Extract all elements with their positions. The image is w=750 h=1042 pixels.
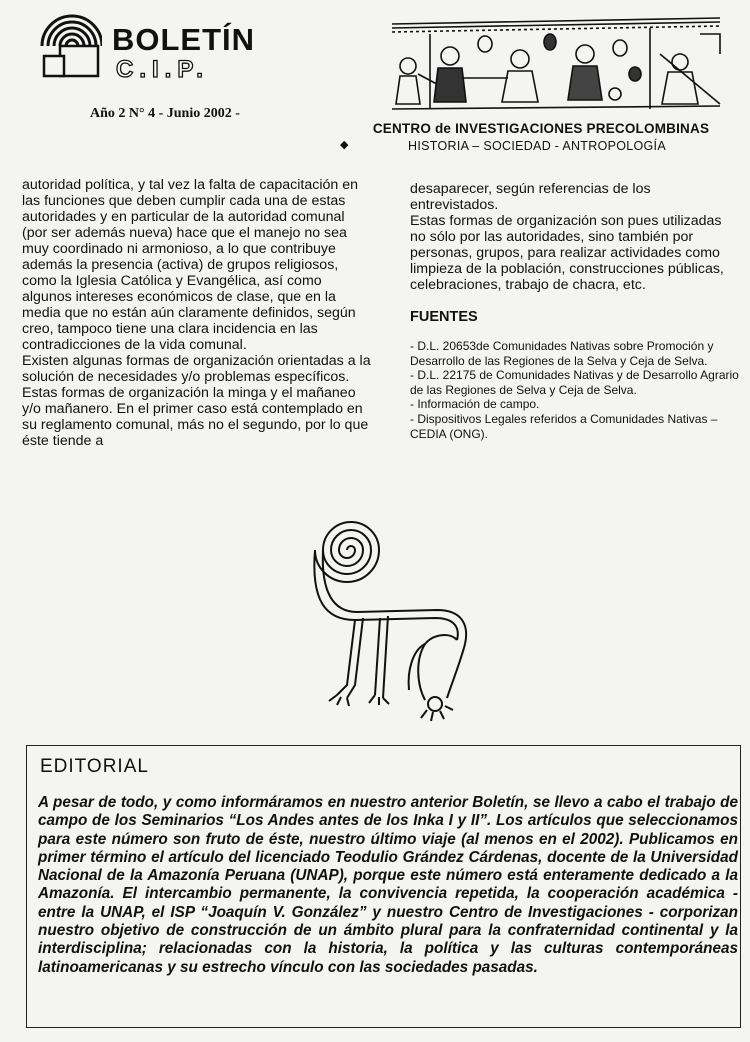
- paragraph: Estas formas de organización son pues utilizadas no sólo por las autoridades, sino también por personas, grupos, para realizar actividades como limpieza de la población, construcciones públicas, celebraciones, trabajo de chacra, etc.: [410, 213, 724, 293]
- center-name: CENTRO de INVESTIGACIONES PRECOLOMBINAS: [372, 121, 710, 136]
- right-column: [410, 181, 740, 441]
- spiral-logo-icon: [30, 12, 102, 78]
- source-item: - Información de campo.: [410, 397, 540, 412]
- sources-heading: FUENTES: [410, 309, 478, 325]
- issue-info: Año 2 N° 4 - Junio 2002 -: [90, 106, 240, 121]
- center-subtitle: HISTORIA – SOCIEDAD - ANTROPOLOGÍA: [408, 139, 666, 153]
- paragraph: autoridad política, y tal vez la falta de capacitación en las funciones que deben cumplir cada una de estas autoridades y en particular de la autoridad comunal (por ser además nueva) hace que el manejo no sea muy coordinado ni armonioso, a lo que contribuye además la presencia (activa) de grupos religiosos, como la Iglesia Católica y Evangélica, así como algunos intereses económicos de clase, que en la media que no están aún claramente definidos, según creo, tampoco tiene una clara incidencia en las contradicciones de la vida comunal.: [22, 177, 358, 353]
- left-column: [22, 177, 372, 449]
- bulletin-title: BOLETÍN: [112, 22, 256, 57]
- source-item: - Dispositivos Legales referidos a Comunidades Nativas – CEDIA (ONG).: [410, 411, 718, 441]
- source-item: - D.L. 22175 de Comunidades Nativas y de Desarrollo Agrario de las Regiones de Selva y Ceja de Selva.: [410, 368, 739, 397]
- bulletin-subtitle: C.I.P.: [116, 56, 209, 83]
- editorial-text: A pesar de todo, y como informáramos en nuestro anterior Boletín, se llevo a cabo el trabajo de campo de los Seminarios “Los Andes antes de los Inka I y II”. Los artículos que seleccionamos para este número son fruto de éste, nuestro último viaje (al menos en el 2002). Publicamos en primer término el artículo del licenciado Teodulio Grández Cárdenas, docente de la Universidad Nacional de la Amazonía Peruana (UNAP), porque este número está enteramente dedicado a la Amazonía. El intercambio permanente, la convivencia repetida, la cooperación académica - entre la UNAP, el ISP “Joaquín V. González” y nuestro Centro de Investigaciones - corporizan nuestro objetivo de construcción de un ámbito plural para la confraternidad continental y la interdisciplina; relacionadas con la historia, la política y las culturas contemporáneas latinoamericanas y su estrecho vínculo con las sociedades pasadas.: [38, 794, 738, 976]
- paragraph: Existen algunas formas de organización orientadas a la solución de necesidades y/o problemas específicos. Estas formas de organización la minga y el mañaneo y/o mañanero. En el primer caso está contemplado en su reglamento comunal, más no el segundo, por lo que éste tiende a: [22, 353, 371, 449]
- source-item: - D.L. 20653de Comunidades Nativas sobre Promoción y Desarrollo de las Regiones de la Selva y Ceja de Selva.: [410, 339, 714, 368]
- nazca-monkey-geoglyph: [285, 510, 485, 725]
- editorial-heading: EDITORIAL: [40, 756, 149, 777]
- sources-list: [410, 339, 740, 441]
- paragraph: desaparecer, según referencias de los entrevistados.: [410, 181, 651, 213]
- diamond-bullet-icon: ◆: [340, 139, 349, 151]
- precolumbian-scene-illustration: [390, 14, 725, 112]
